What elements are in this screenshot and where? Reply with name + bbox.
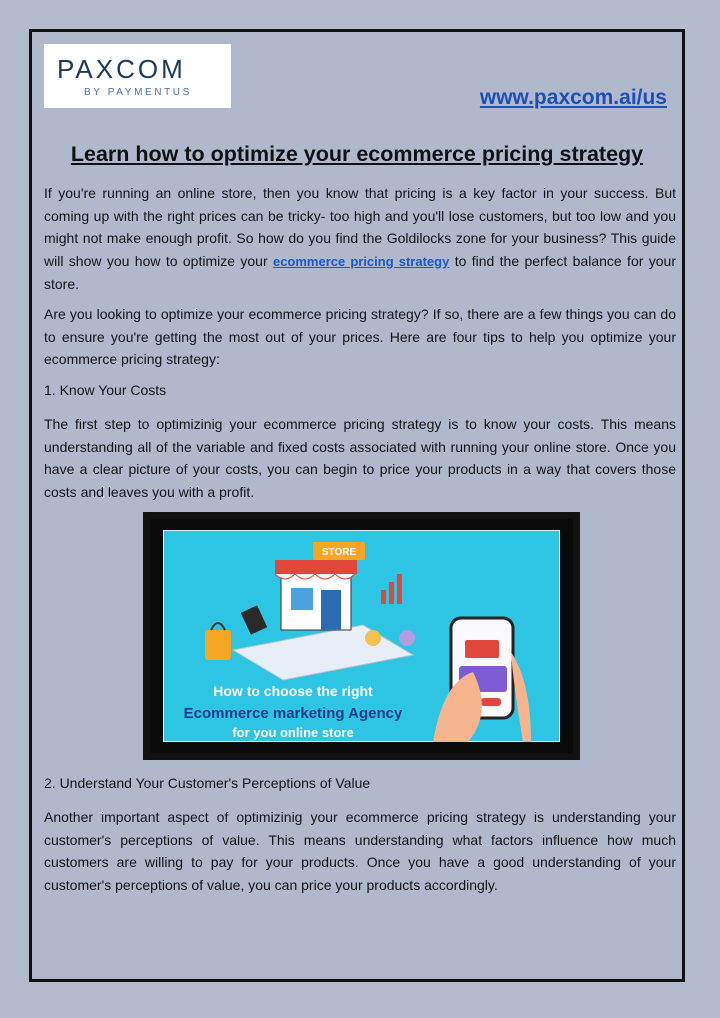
customer-value-paragraph: Another important aspect of optimizinig your ecommerce pricing strategy is understanding your customer's perceptions of value. This means understanding what factors influence how much customers are willing to pay for your products. Once you have a good understanding of your customer's perceptions of value, you can price your products accordingly.	[44, 809, 676, 893]
know-costs-paragraph: The first step to optimizinig your ecommerce pricing strategy is to know your costs. This means understanding all of the variable and fixed costs associated with running your online store. Once you have a clear picture of your costs, you can begin to price your products in a way that covers those costs and leaves you with a profit.	[44, 416, 676, 500]
figure-line-3: for you online store	[232, 725, 354, 740]
tips-intro-paragraph: Are you looking to optimize your ecommerce pricing strategy? If so, there are a few things you can do to ensure you're getting the most out of your prices. Here are four tips to help you optimize your ecommerce pricing strategy:	[44, 306, 676, 367]
logo-wordmark: PAXCOM	[57, 54, 186, 84]
page-frame	[29, 29, 685, 982]
page-title: Learn how to optimize your ecommerce pricing strategy	[70, 142, 644, 166]
paxcom-logo[interactable]	[44, 44, 231, 108]
article-image	[143, 512, 580, 760]
intro-text-end: to find the perfect balance for your store.	[44, 252, 676, 292]
store-sign-label: STORE	[321, 547, 357, 558]
heading-know-costs: 1. Know Your Costs	[44, 382, 167, 398]
figure-line-2: Ecommerce marketing Agency	[183, 705, 403, 722]
logo-tagline: BY PAYMENTUS	[84, 87, 192, 98]
intro-text-start: If you're running an online store, then you know that pricing is a key factor in your success. But coming up with the right prices can be tricky- too high and you'll lose customers, but too low and you might not make enough profit. So how do you find the Goldilocks zone for your business? This guide will show you how to optimize your	[44, 185, 676, 269]
figure-line-1: How to choose the right	[213, 683, 373, 699]
intro-paragraph	[44, 182, 676, 296]
location-pin-icon	[365, 630, 381, 646]
pricing-strategy-link[interactable]: ecommerce pricing strategy	[272, 253, 450, 269]
site-url-link[interactable]: www.paxcom.ai/us	[479, 86, 667, 109]
shopping-bag-icon	[205, 630, 231, 660]
heading-customer-value: 2. Understand Your Customer's Perceptions of Value	[44, 775, 371, 791]
ecommerce-illustration	[163, 530, 560, 742]
